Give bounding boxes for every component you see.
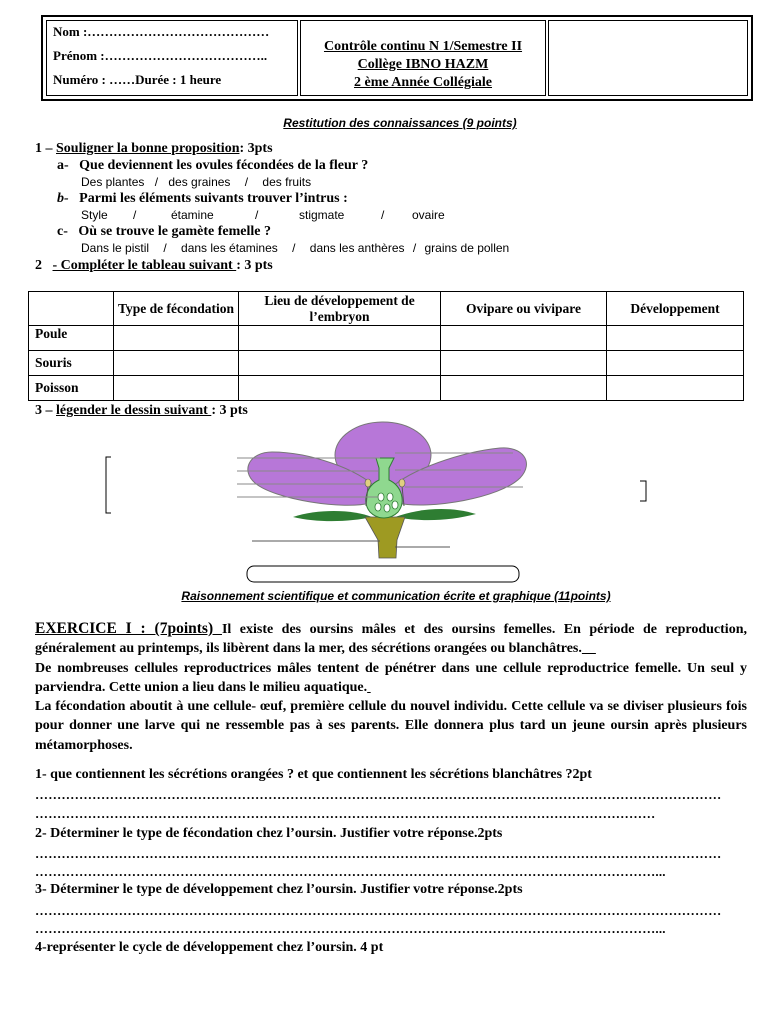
question-3-title: légender le dessin suivant (56, 403, 212, 418)
separator: / (292, 241, 296, 255)
question-1c-text: Où se trouve le gamète femelle ? (78, 224, 271, 239)
option[interactable]: grains de pollen (424, 241, 510, 255)
table-header: Développement (607, 292, 744, 326)
question-3-points: : 3 pts (211, 403, 248, 418)
separator: / (381, 208, 385, 222)
question-1a-text: Que deviennent les ovules fécondées de la fleur ? (79, 158, 369, 173)
separator: / (412, 241, 417, 255)
sepal-left (293, 511, 372, 521)
answer-line[interactable]: ………………………………………………………………………………………………………………………………………… (35, 846, 722, 861)
question-1-number: 1 – (35, 141, 56, 156)
question-1a-label: a- (57, 158, 69, 173)
table-header: Type de fécondation (114, 292, 239, 326)
question-1b-text: Parmi les éléments suivants trouver l’intrus : (79, 191, 348, 206)
ovule (378, 493, 384, 501)
ovule (392, 501, 398, 509)
exercise-question-1: 1- que contiennent les sécrétions orangées ? et que contiennent les sécrétions blanchâtres ?2pt (35, 767, 592, 782)
exercise-question-3: 3- Déterminer le type de développement chez l’oursin. Justifier votre réponse.2pts (35, 882, 523, 897)
separator: / (255, 208, 259, 222)
receptacle (365, 517, 405, 558)
exercise-question-2: 2- Déterminer le type de fécondation chez l’oursin. Justifier votre réponse.2pts (35, 826, 503, 841)
nom-field[interactable]: Nom :…………………………………… (53, 24, 270, 39)
answer-line[interactable]: ………………………………………………………………………………………………………………………………………… (35, 787, 722, 802)
ovule (387, 493, 393, 501)
table-header: Ovipare ou vivipare (441, 292, 607, 326)
exercise-paragraph-3: La fécondation aboutit à une cellule- œuf, première cellule du nouvel individu. Cette cellule va se diviser plusieurs fois pour donner une larve qui ne ressemble pas à ses parents. Elle donnera plus tard un jeune oursin après plusieurs métamorphoses. (35, 699, 747, 753)
exam-title: Contrôle continu N 1/Semestre II (323, 39, 523, 54)
option[interactable]: dans les anthères (309, 241, 405, 255)
anther (399, 479, 405, 487)
numero-duree: Numéro : ……Durée : 1 heure (53, 72, 222, 87)
separator: / (163, 241, 167, 255)
question-1-points: : 3pts (239, 141, 273, 156)
question-2-title: - Compléter le tableau suivant (52, 258, 237, 273)
option[interactable]: Style (81, 208, 108, 222)
label-box-bottom[interactable] (247, 566, 519, 582)
exercise-paragraph-2: De nombreuses cellules reproductrices mâles tentent de pénétrer dans une cellule reproductrice femelle. Un seul y parviendra. Cette union a lieu dans le milieu aquatique. (35, 660, 747, 695)
separator: / (154, 175, 159, 189)
option[interactable]: des graines (168, 175, 231, 189)
answer-line[interactable]: ……………………………………………………………………………………………………………………………... (35, 921, 666, 936)
section-title-raisonnement: Raisonnement scientifique et communication écrite et graphique (11points) (181, 589, 611, 603)
college-name: Collège IBNO HAZM (357, 57, 489, 72)
table-row-label: Poisson (29, 376, 114, 401)
exercise-text (35, 619, 747, 755)
exercise-title: EXERCICE I : (7points) (35, 620, 222, 637)
option[interactable]: étamine (171, 208, 214, 222)
ovule (375, 503, 381, 511)
sepal-right (395, 509, 476, 520)
section-title-restitution: Restitution des connaissances (9 points) (283, 116, 517, 130)
exercise-question-4: 4-représenter le cycle de développement chez l’oursin. 4 pt (35, 940, 384, 955)
question-2-number: 2 (35, 258, 42, 273)
label-bracket-left[interactable] (106, 457, 111, 513)
question-1b-label: b- (57, 191, 69, 206)
answer-line[interactable]: ……………………………………………………………………………………………………………………………... (35, 864, 666, 879)
prenom-field[interactable]: Prénom :……………………………….. (53, 48, 268, 63)
question-1c-label: c- (57, 224, 68, 239)
answer-line[interactable]: …………………………………………………………………………………………………………………………… (35, 806, 656, 821)
table-row-label: Poule (29, 326, 114, 351)
option[interactable]: ovaire (412, 208, 445, 222)
ovule (384, 504, 390, 512)
table-row-label: Souris (29, 351, 114, 376)
question-3-number: 3 – (35, 403, 56, 418)
question-2-points: : 3 pts (236, 258, 273, 273)
question-1-title: Souligner la bonne proposition (56, 141, 240, 156)
label-bracket-right[interactable] (640, 481, 646, 501)
exercise-paragraph-1: Il existe des oursins mâles et des oursins femelles. En période de reproduction, généralement au printemps, ils libèrent dans la mer, des sécrétions orangées ou blanchâtres. (35, 622, 747, 657)
option[interactable]: dans les étamines (181, 241, 278, 255)
school-year: 2 ème Année Collégiale (353, 75, 493, 90)
option[interactable]: stigmate (299, 208, 345, 222)
separator: / (133, 208, 137, 222)
answer-line[interactable]: ………………………………………………………………………………………………………………………………………… (35, 903, 722, 918)
option[interactable]: Dans le pistil (81, 241, 150, 255)
separator: / (244, 175, 249, 189)
option[interactable]: des fruits (262, 175, 312, 189)
table-header: Lieu de développement de l’embryon (239, 292, 441, 326)
option[interactable]: Des plantes (81, 175, 145, 189)
anther (365, 479, 371, 487)
